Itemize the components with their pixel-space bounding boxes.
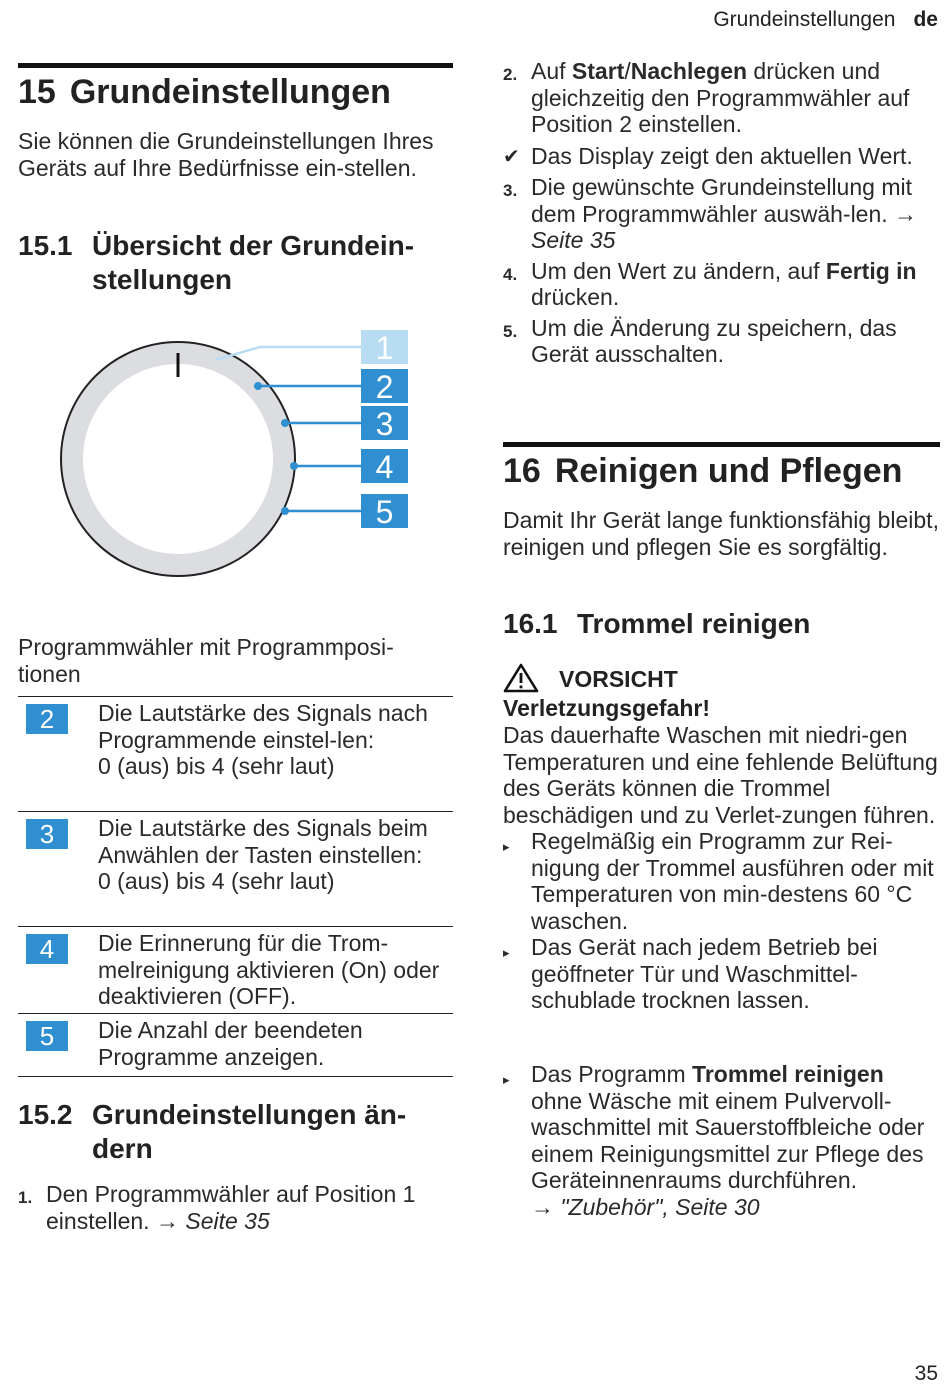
page-reference[interactable]: → Seite 35 [155, 1207, 270, 1234]
dial-point-4 [290, 462, 298, 470]
intro-16: Damit Ihr Gerät lange funktionsfähig bleibt, reinigen und pflegen Sie es sorgfältig. [503, 507, 939, 560]
header-lang: de [913, 8, 938, 31]
step-5: 5. Um die Änderung zu speichern, das Gerät ausschalten. [503, 314, 897, 367]
heading-15-1: 15.1 Übersicht der Grundein- stellungen [18, 230, 415, 295]
table-cell: Die Lautstärke des Signals nach Programmende einstel-len: 0 (aus) bis 4 (sehr laut) [98, 700, 428, 779]
table-badge: 2 [26, 704, 68, 734]
intro-15: Sie können die Grundeinstellungen Ihres Geräts auf Ihre Bedürfnisse ein-stellen. [18, 128, 434, 181]
heading-15-2: 15.2 Grundeinstellungen än- dern [18, 1099, 407, 1164]
table-row [18, 696, 453, 811]
section-rule [503, 442, 940, 447]
dial-point-3 [281, 419, 289, 427]
section-rule [18, 63, 453, 68]
table-row [18, 926, 453, 1013]
table-cell: Die Anzahl der beendeten Programme anzeigen. [98, 1017, 363, 1070]
table-badge: 5 [26, 1021, 68, 1051]
dial-label-3: 3 [375, 406, 394, 442]
table-row [18, 1013, 453, 1077]
running-header [713, 8, 938, 32]
page-reference[interactable]: → "Zubehör", Seite 30 [531, 1193, 760, 1220]
header-section: Grundeinstellungen [713, 8, 896, 31]
step-1: 1. Den Programmwähler auf Position 1 einstellen. → Seite 35 [18, 1181, 416, 1234]
page-reference[interactable]: → Seite 35 [531, 200, 918, 253]
table-badge: 4 [26, 934, 68, 964]
bullet-triangle-icon: ▸ [503, 839, 510, 854]
warning-icon [503, 663, 539, 693]
step-4: 4. Um den Wert zu ändern, auf Fertig in drücken. [503, 257, 917, 310]
cleaning-instruction: ▸ Das Programm Trommel reinigen ohne Wäsche mit einem Pulvervoll-waschmittel mit Sauerstoffbleiche oder einem Reinigungsmittel zur Pflege des Geräteinnenraums durchführen. → "Zubehör", Seite 30 [503, 1061, 925, 1220]
dial-point-5 [281, 507, 289, 515]
table-cell: Die Erinnerung für die Trom-melreinigung aktivieren (On) oder deaktivieren (OFF). [98, 930, 440, 1009]
dial-label-4: 4 [375, 449, 394, 485]
warning-label: VORSICHT [559, 666, 678, 692]
heading-16: 16 Reinigen und Pflegen [503, 452, 903, 490]
heading-15: 15 Grundeinstellungen [18, 73, 391, 111]
warning-bullet: ▸ Regelmäßig ein Programm zur Rei-nigung der Trommel ausführen oder mit Temperaturen von min-destens 60 °C waschen. [503, 828, 934, 934]
step-result: ✔ Das Display zeigt den aktuellen Wert. [503, 142, 913, 169]
warning-text: Das dauerhafte Waschen mit niedri-gen Temperaturen und eine fehlende Belüftung des Geräts können die Trommel beschädigen und zu Verlet-zungen führen. [503, 722, 938, 828]
steps-list [503, 58, 940, 368]
check-icon: ✔ [503, 145, 520, 168]
dial-label-1: 1 [375, 330, 394, 366]
diagram-caption: Programmwähler mit Programmposi-tionen [18, 634, 394, 687]
warning-bullet: ▸ Das Gerät nach jedem Betrieb bei geöffneter Tür und Waschmittel-schublade trocknen lassen. [503, 934, 878, 1013]
warning-subtitle: Verletzungsgefahr! [503, 695, 711, 721]
dial-label-5: 5 [375, 494, 394, 530]
dial-point-2 [254, 382, 262, 390]
step-2: 2. Auf Start/Nachlegen drücken und gleichzeitig den Programmwähler auf Position 2 einstellen. [503, 58, 910, 137]
program-dial-diagram [55, 325, 415, 590]
table-row [18, 811, 453, 926]
bullet-triangle-icon: ▸ [503, 1072, 510, 1087]
bullet-triangle-icon: ▸ [503, 945, 510, 960]
warning-block [503, 663, 940, 1014]
step-3: 3. Die gewünschte Grundeinstellung mit dem Programmwähler auswäh-len. → Seite 35 [503, 174, 918, 253]
page-number: 35 [914, 1362, 938, 1385]
table-badge: 3 [26, 819, 68, 849]
table-cell: Die Lautstärke des Signals beim Anwählen der Tasten einstellen: 0 (aus) bis 4 (sehr laut) [98, 815, 428, 894]
dial-label-2: 2 [375, 369, 394, 405]
heading-16-1: 16.1 Trommel reinigen [503, 608, 811, 639]
dial-inner-face [83, 364, 273, 554]
